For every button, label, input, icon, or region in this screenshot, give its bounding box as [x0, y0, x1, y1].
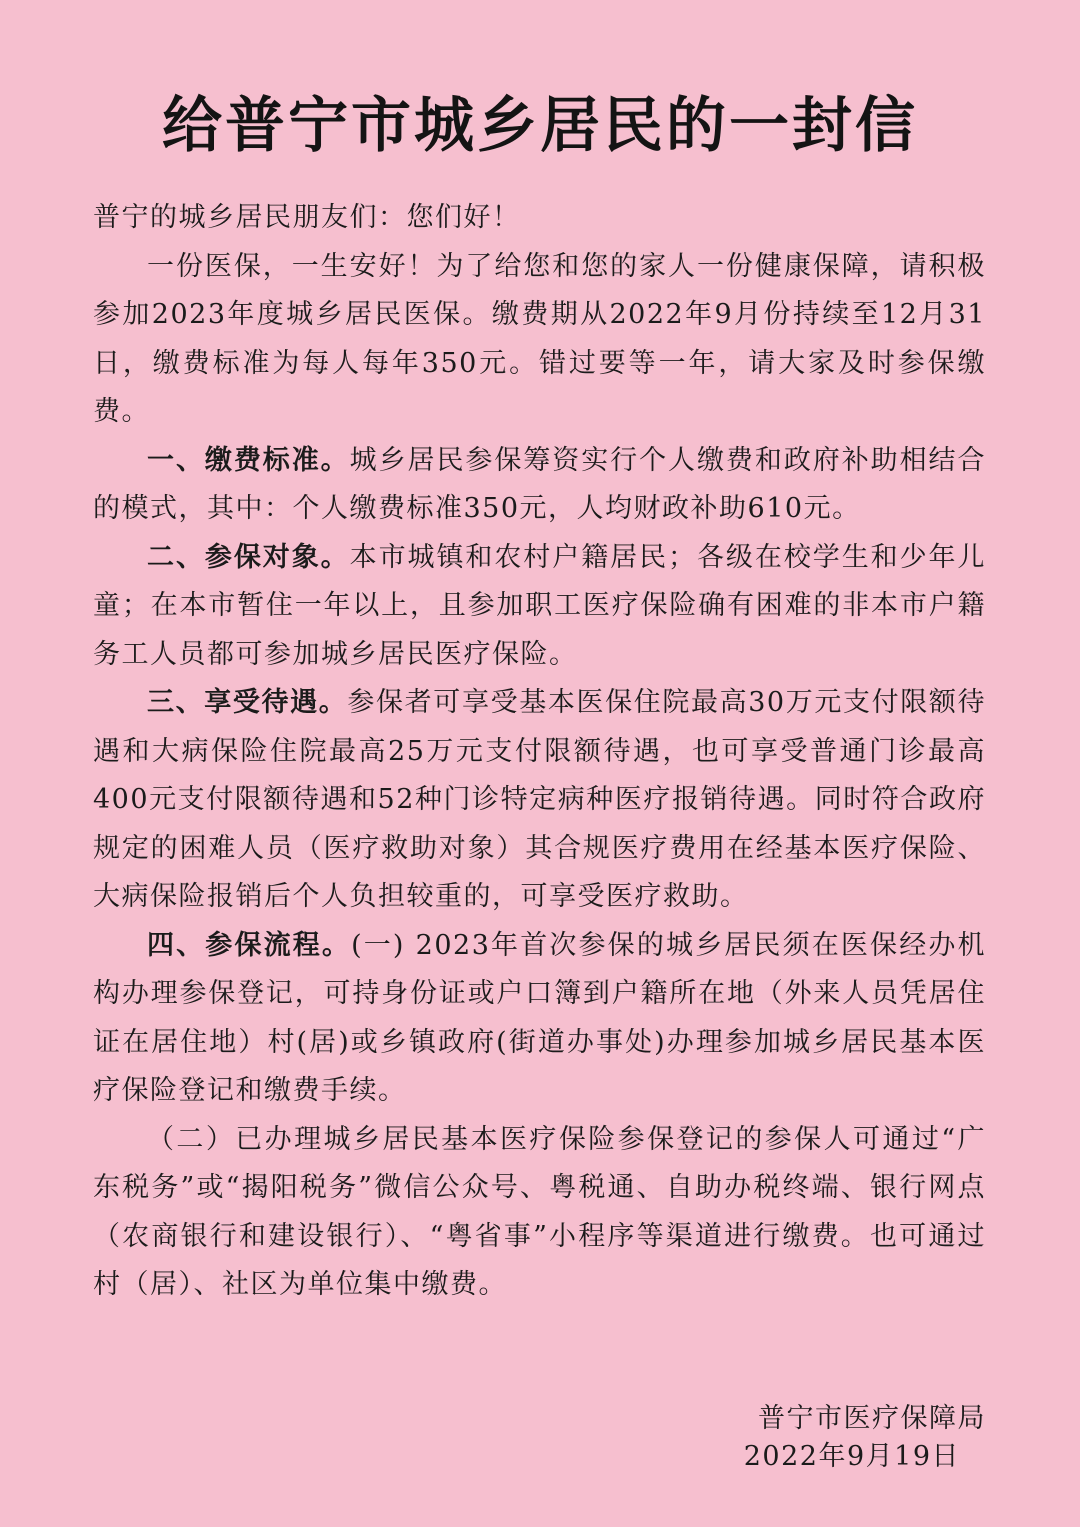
- procedure-sub-paragraph: （二）已办理城乡居民基本医疗保险参保登记的参保人可通过“广东税务”或“揭阳税务”微信公众号、粤税通、自助办税终端、银行网点（农商银行和建设银行）、“粤省事”小程序等渠道进行缴费。也可通过村（居）、社区为单位集中缴费。: [93, 1123, 986, 1300]
- section-payment-standard: [93, 437, 986, 534]
- section-heading: 二、参保对象。: [147, 541, 350, 573]
- intro-paragraph: 一份医保，一生安好！为了给您和您的家人一份健康保障，请积极参加2023年度城乡居民医保。缴费期从2022年9月份持续至12月31日，缴费标准为每人每年350元。错过要等一年，请大家及时参保缴费。: [93, 250, 986, 427]
- letter-title: 给普宁市城乡居民的一封信: [162, 91, 918, 161]
- section-heading: 一、缴费标准。: [147, 444, 350, 476]
- section-heading: 四、参保流程。: [147, 929, 352, 961]
- section-text: 参保者可享受基本医保住院最高30万元支付限额待遇和大病保险住院最高25万元支付限额待遇，也可享受普通门诊最高400元支付限额待遇和52种门诊特定病种医疗报销待遇。同时符合政府规定的困难人员（医疗救助对象）其合规医疗费用在经基本医疗保险、大病保险报销后个人负担较重的，可享受医疗救助。: [93, 687, 987, 912]
- greeting: 普宁的城乡居民朋友们：您们好！: [93, 202, 521, 233]
- section-text: (一) 2023年首次参保的城乡居民须在医保经办机构办理参保登记，可持身份证或户口簿到户籍所在地（外来人员凭居住证在居住地）村(居)或乡镇政府(街道办事处)办理参加城乡居民基本医疗保险登记和缴费手续。: [93, 929, 986, 1106]
- section-procedure: [93, 922, 986, 1116]
- section-text: 本市城镇和农村户籍居民；各级在校学生和少年儿童；在本市暂住一年以上，且参加职工医疗保险确有困难的非本市户籍务工人员都可参加城乡居民医疗保险。: [93, 541, 986, 670]
- section-heading: 三、享受待遇。: [147, 687, 348, 718]
- signature-block: [686, 1400, 986, 1476]
- section-eligibility: [93, 534, 986, 680]
- section-text: 城乡居民参保筹资实行个人缴费和政府补助相结合的模式，其中：个人缴费标准350元，人均财政补助610元。: [93, 444, 986, 524]
- section-benefits: [93, 679, 986, 922]
- letter-body: [93, 194, 986, 1310]
- signature-org: 普宁市医疗保障局: [758, 1403, 986, 1434]
- signature-date: 2022年9月19日: [743, 1441, 960, 1472]
